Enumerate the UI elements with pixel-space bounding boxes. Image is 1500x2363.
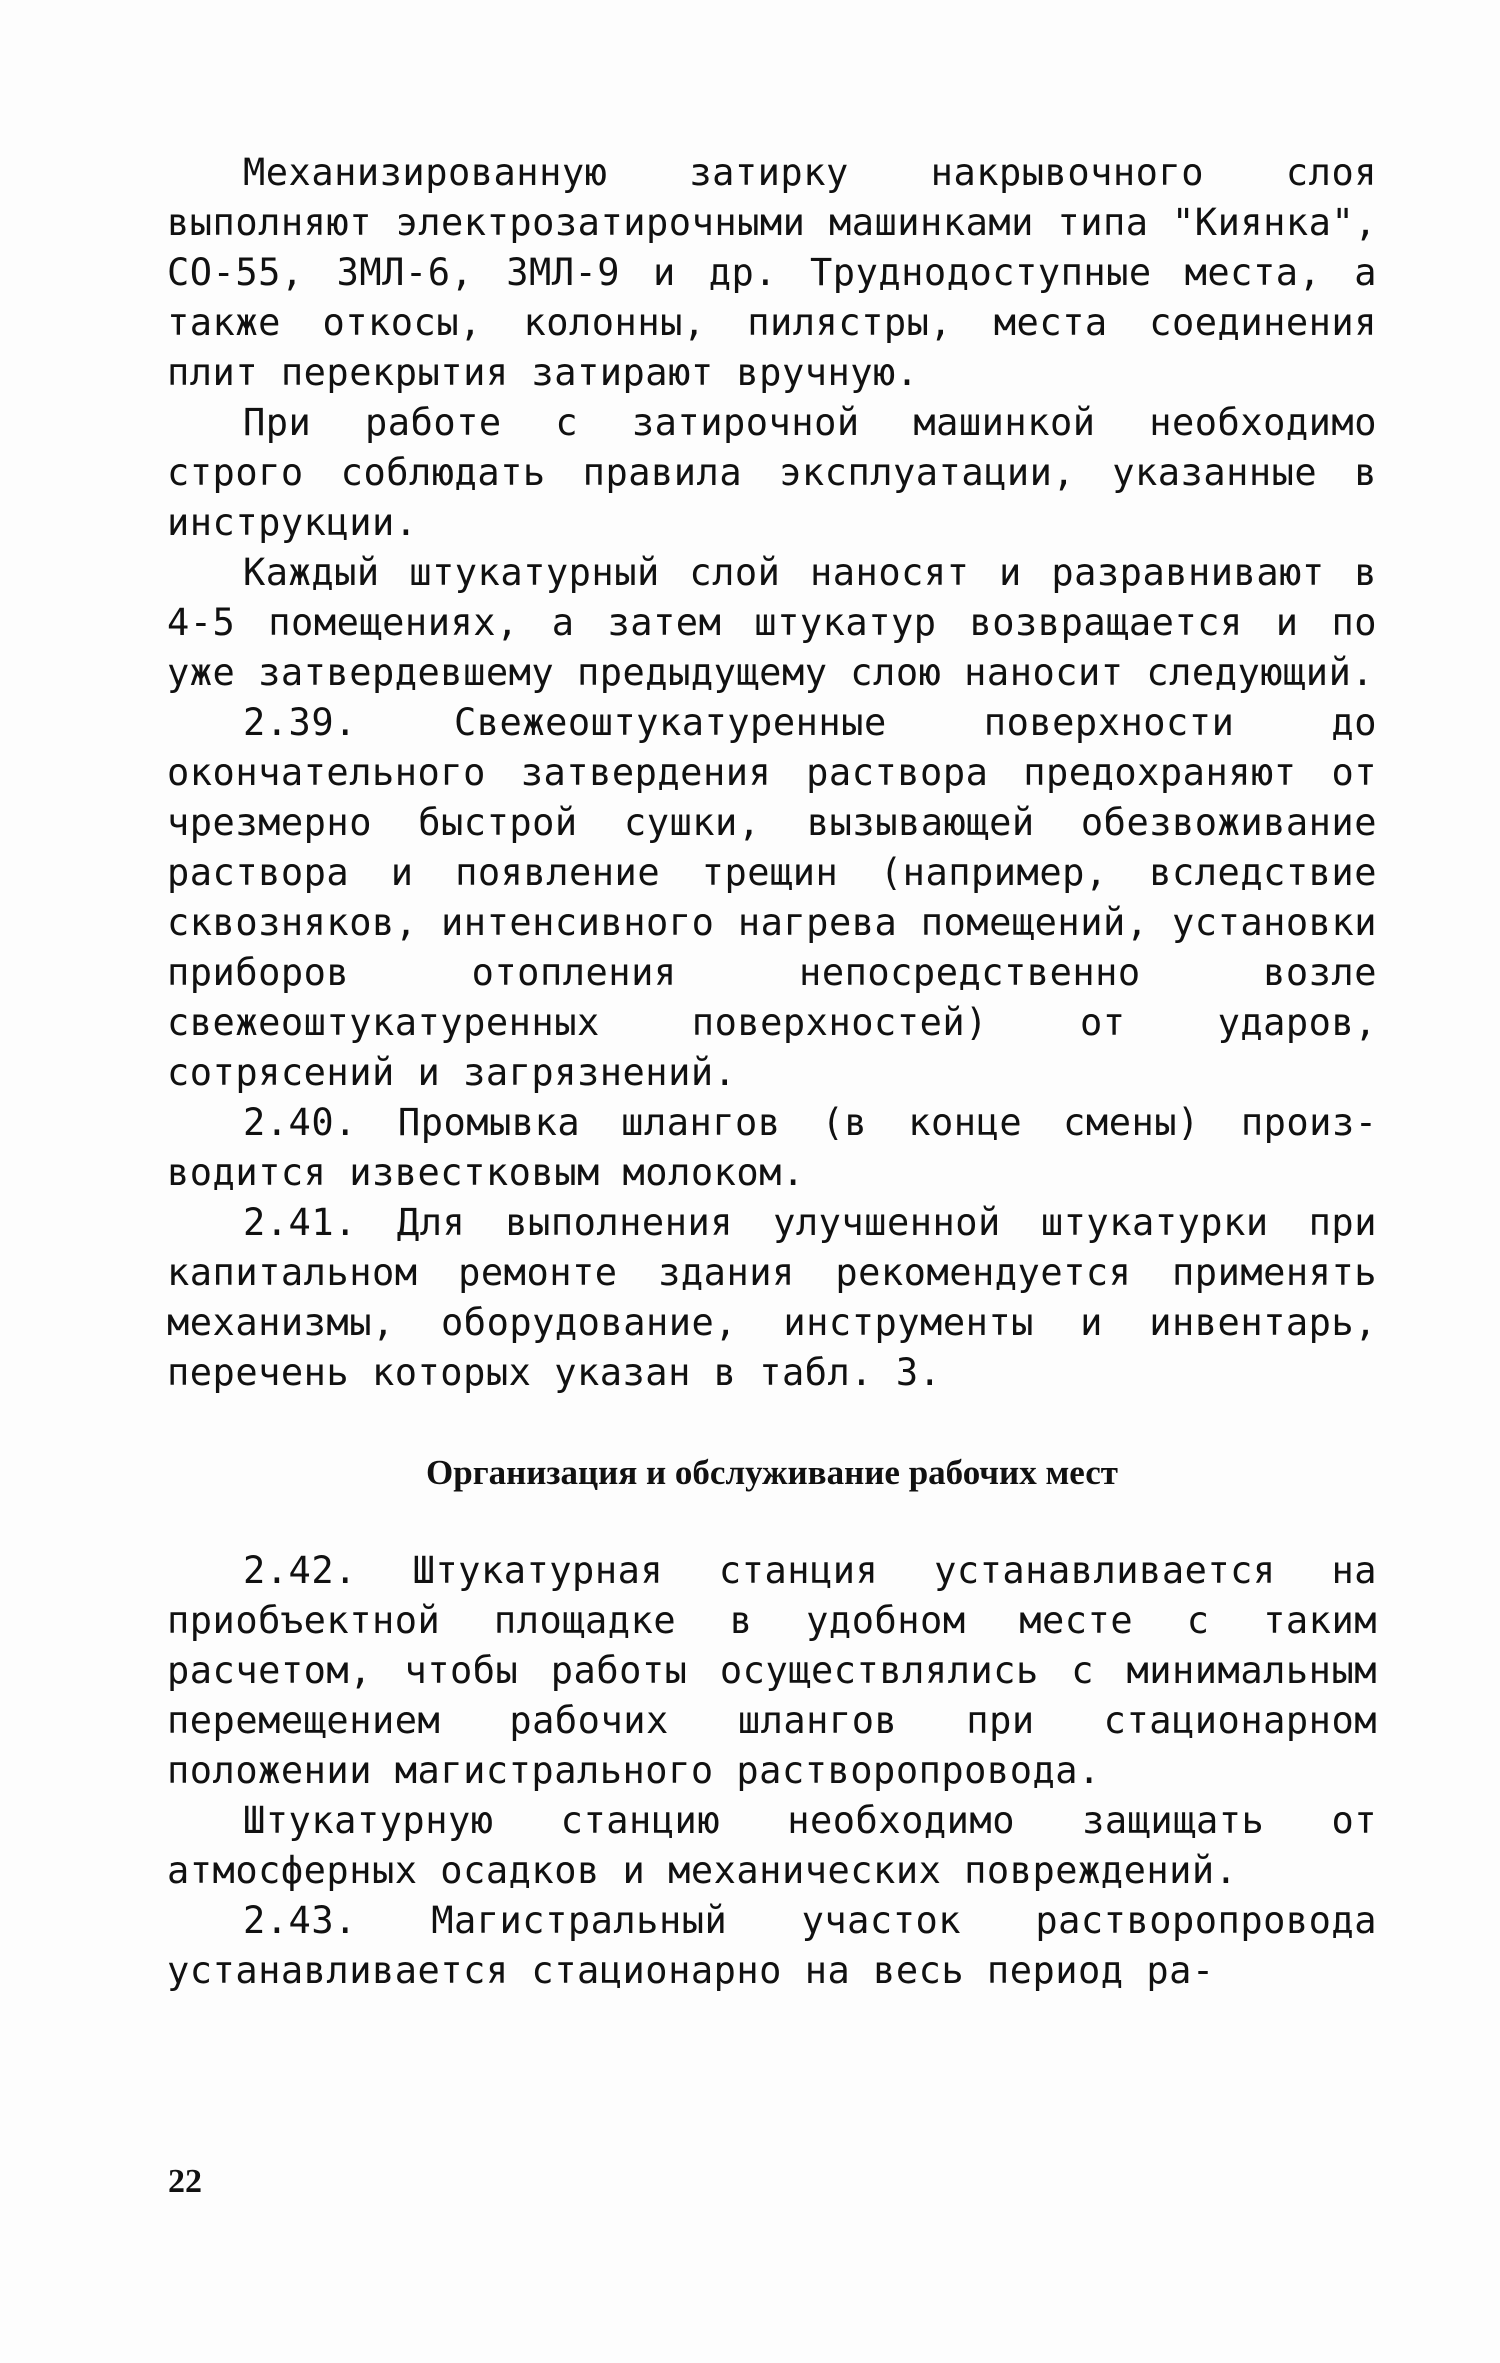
- paragraph-2-41: 2.41. Для выполнения улучшенной штукатурки при капитальном ремонте здания рекомендуется применять механизмы, оборудование, инструменты и инвентарь, перечень которых указан в табл. 3.: [167, 1201, 1377, 1394]
- paragraph-station-protection: Штукатурную станцию необходимо защищать от атмосферных осадков и механических повреждений.: [167, 1799, 1377, 1892]
- paragraph-machine-operation: При работе с затирочной машинкой необходимо строго соблюдать правила эксплуатации, указанные в инструкции.: [167, 401, 1377, 544]
- paragraph-2-40: 2.40. Промывка шлангов (в конце смены) производится известковым молоком.: [167, 1101, 1377, 1194]
- paragraph-2-42: 2.42. Штукатурная станция устанавливается на приобъектной площадке в удобном месте с таким расчетом, чтобы работы осуществлялись с минимальным перемещением рабочих шлангов при стационарном положении магистрального растворопровода.: [167, 1549, 1377, 1792]
- section-heading: Организация и обслуживание рабочих мест: [426, 1453, 1118, 1492]
- paragraph-2-39: 2.39. Свежеоштукатуренные поверхности до окончательного затвердения раствора предохраняют от чрезмерно быстрой сушки, вызывающей обезвоживание раствора и появление трещин (например, вследствие сквозняков, интенсивного нагрева помещений, установки приборов отопления непосредственно возле свежеоштукатуренных поверхностей) от ударов, сотрясений и загрязнений.: [167, 701, 1377, 1094]
- paragraph-mechanized-trowelling: Механизированную затирку накрывочного слоя выполняют электрозатирочными машинками типа "Киянка", СО-55, ЗМЛ-6, ЗМЛ-9 и др. Труднодоступные места, а также откосы, колонны, пилястры, места соединения плит перекрытия затирают вручную.: [167, 151, 1377, 394]
- paragraph-plaster-layers: Каждый штукатурный слой наносят и разравнивают в 4-5 помещениях, а затем штукатур возвращается и по уже затвердевшему предыдущему слою наносит следующий.: [167, 551, 1377, 694]
- paragraph-2-43: 2.43. Магистральный участок растворопровода устанавливается стационарно на весь период ра-: [167, 1899, 1377, 1992]
- page-number: 22: [168, 2163, 202, 2200]
- main-text: [167, 148, 1377, 1996]
